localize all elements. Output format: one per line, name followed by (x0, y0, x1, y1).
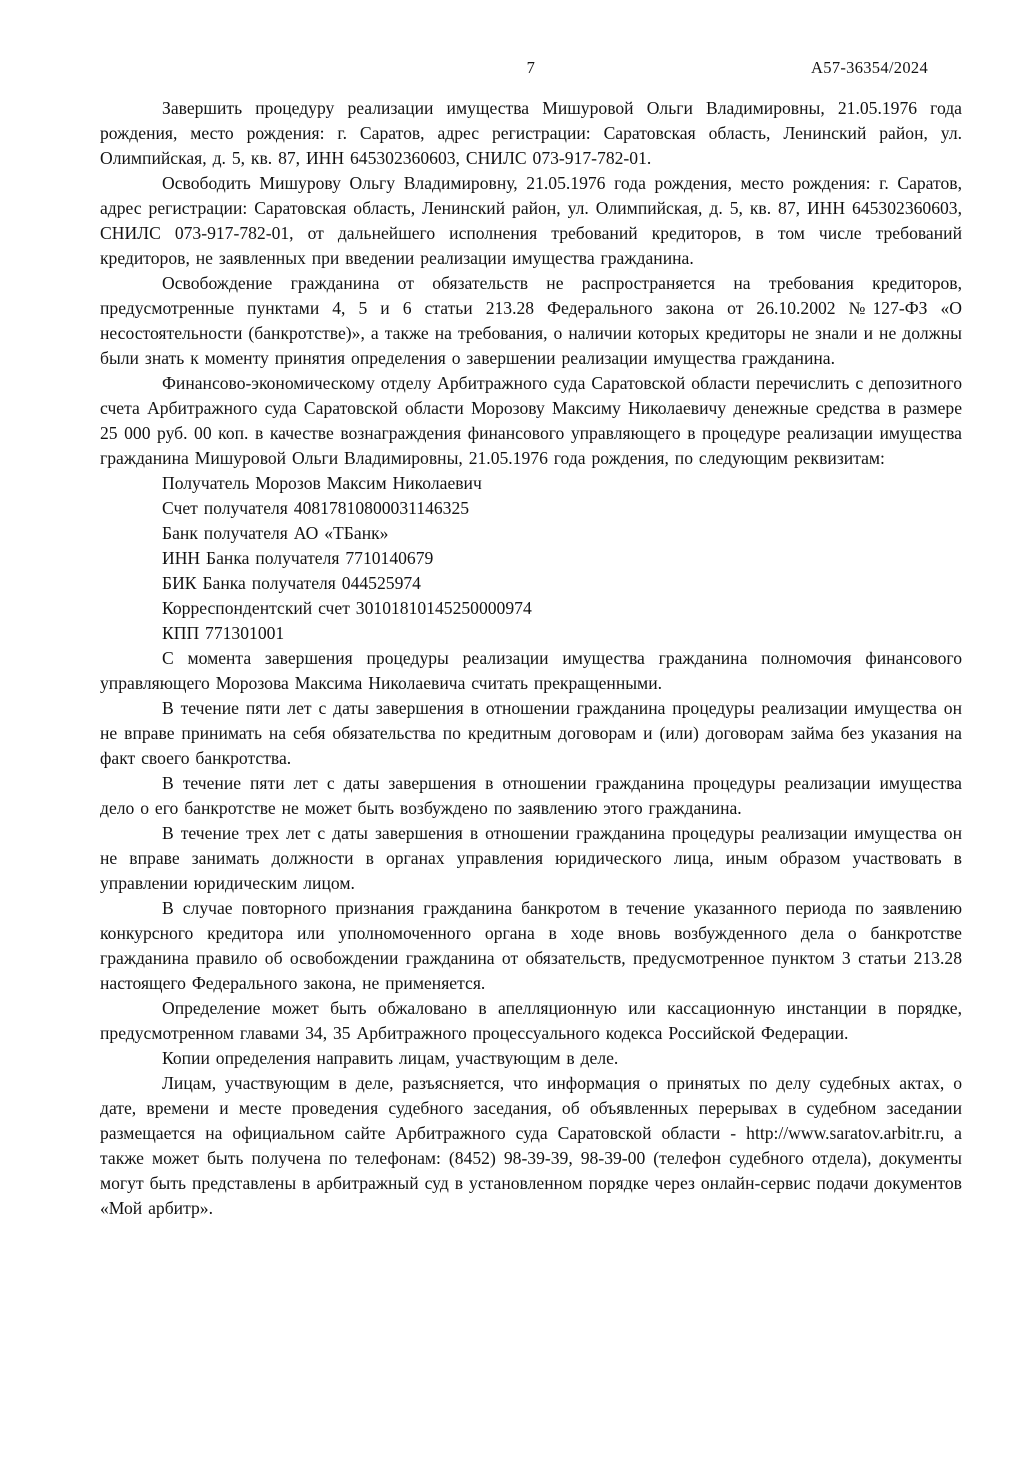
requisite-line: Получатель Морозов Максим Николаевич (162, 473, 482, 493)
case-number: А57-36354/2024 (811, 58, 928, 77)
page-header (100, 58, 962, 80)
document-body (100, 96, 962, 1221)
requisite-line: Корреспондентский счет 30101810145250000974 (162, 598, 532, 618)
paragraph: Завершить процедуру реализации имущества Мишуровой Ольги Владимировны, 21.05.1976 года рождения, место рождения: г. Саратов, адрес регистрации: Саратовская область, Ленинский район, ул. Олимпийская, д. 5, кв. 87, ИНН 645302360603, СНИЛС 073-917-782-01. (100, 98, 962, 168)
paragraph: Определение может быть обжаловано в апелляционную или кассационную инстанции в порядке, предусмотренном главами 34, 35 Арбитражного процессуального кодекса Российской Федерации. (100, 998, 962, 1043)
paragraph: В течение трех лет с даты завершения в отношении гражданина процедуры реализации имущества он не вправе занимать должности в органах управления юридического лица, иным образом участвовать в управлении юридическим лицом. (100, 823, 962, 893)
paragraph: Финансово-экономическому отделу Арбитражного суда Саратовской области перечислить с депозитного счета Арбитражного суда Саратовской области Морозову Максиму Николаевичу денежные средства в размере 25 000 руб. 00 коп. в качестве вознаграждения финансового управляющего в процедуре реализации имущества гражданина Мишуровой Ольги Владимировны, 21.05.1976 года рождения, по следующим реквизитам: (100, 373, 962, 468)
requisite-line: БИК Банка получателя 044525974 (162, 573, 421, 593)
paragraph: В случае повторного признания гражданина банкротом в течение указанного периода по заявлению конкурсного кредитора или уполномоченного органа в ходе вновь возбужденного дела о банкротстве гражданина правило об освобождении гражданина от обязательств, предусмотренное пунктом 3 статьи 213.28 настоящего Федерального закона, не применяется. (100, 898, 962, 993)
paragraph: С момента завершения процедуры реализации имущества гражданина полномочия финансового управляющего Морозова Максима Николаевича считать прекращенными. (100, 648, 962, 693)
requisite-line: Счет получателя 40817810800031146325 (162, 498, 470, 518)
requisite-line: КПП 771301001 (162, 623, 285, 643)
paragraph: Освободить Мишурову Ольгу Владимировну, 21.05.1976 года рождения, место рождения: г. Саратов, адрес регистрации: Саратовская область, Ленинский район, ул. Олимпийская, д. 5, кв. 87, ИНН 645302360603, СНИЛС 073-917-782-01, от дальнейшего исполнения требований кредиторов, в том числе требований кредиторов, не заявленных при введении реализации имущества гражданина. (100, 173, 962, 268)
requisite-line: Банк получателя АО «ТБанк» (162, 523, 389, 543)
paragraph: В течение пяти лет с даты завершения в отношении гражданина процедуры реализации имущества дело о его банкротстве не может быть возбуждено по заявлению этого гражданина. (100, 773, 962, 818)
requisite-line: ИНН Банка получателя 7710140679 (162, 548, 434, 568)
page-number: 7 (526, 58, 536, 77)
paragraph: Копии определения направить лицам, участвующим в деле. (162, 1048, 619, 1068)
paragraph: Лицам, участвующим в деле, разъясняется, что информация о принятых по делу судебных актах, о дате, времени и месте проведения судебного заседания, об объявленных перерывах в судебном заседании размещается на официальном сайте Арбитражного суда Саратовской области - http://www.saratov.arbitr.ru, а также может быть получена по телефонам: (8452) 98-39-39, 98-39-00 (телефон судебного отдела), документы могут быть представлены в арбитражный суд в установленном порядке через онлайн-сервис подачи документов «Мой арбитр». (100, 1073, 962, 1218)
paragraph: В течение пяти лет с даты завершения в отношении гражданина процедуры реализации имущества он не вправе принимать на себя обязательства по кредитным договорам и (или) договорам займа без указания на факт своего банкротства. (100, 698, 962, 768)
paragraph: Освобождение гражданина от обязательств не распространяется на требования кредиторов, предусмотренные пунктами 4, 5 и 6 статьи 213.28 Федерального закона от 26.10.2002 №127-ФЗ «О несостоятельности (банкротстве)», а также на требования, о наличии которых кредиторы не знали и не должны были знать к моменту принятия определения о завершении реализации имущества гражданина. (100, 273, 962, 368)
